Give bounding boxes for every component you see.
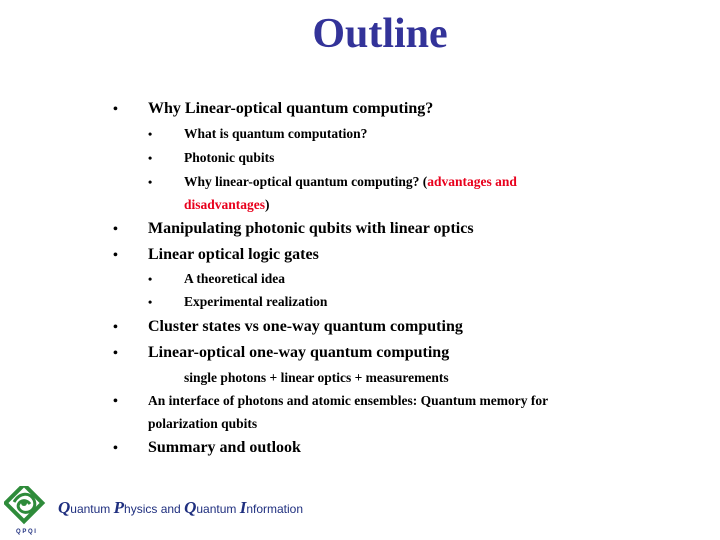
list-item: Cluster states vs one-way quantum computing [148, 318, 463, 335]
footer [0, 486, 720, 540]
list-item: Linear optical logic gates [148, 246, 319, 263]
highlight-text: advantages and [427, 174, 517, 189]
bullet-icon: • [113, 222, 118, 237]
bullet-icon: • [148, 272, 153, 286]
list-item: Summary and outlook [148, 439, 301, 456]
bullet-icon: • [113, 394, 118, 409]
bullet-icon: • [148, 295, 153, 309]
list-item-continuation: polarization qubits [148, 416, 258, 431]
sub-list-item-continuation [184, 197, 270, 213]
list-item: Linear-optical one-way quantum computing [148, 344, 450, 361]
bullet-icon: • [148, 127, 153, 141]
page-title: Outline [312, 11, 448, 57]
bullet-icon: • [113, 248, 118, 263]
sub-list-item-text: Why linear-optical quantum computing? ( [184, 174, 428, 189]
sub-list-item: Experimental realization [184, 294, 328, 309]
footer-word: nformation [246, 502, 304, 516]
sub-list-item: A theoretical idea [184, 271, 285, 286]
sub-list-item: Photonic qubits [184, 150, 275, 165]
list-item: Why Linear-optical quantum computing? [148, 100, 434, 117]
sub-list-item [184, 174, 517, 190]
footer-title [58, 498, 303, 518]
list-item: An interface of photons and atomic ensembles: Quantum memory for [148, 393, 549, 408]
footer-initial: Q [184, 498, 197, 517]
highlight-text: disadvantages [184, 197, 266, 212]
bullet-icon: • [148, 175, 153, 189]
sub-list-item-text: ) [265, 197, 270, 212]
footer-word: hysics and [124, 502, 185, 516]
list-item: Manipulating photonic qubits with linear optics [148, 220, 474, 237]
bullet-icon: • [113, 441, 118, 456]
bullet-icon: • [113, 320, 118, 335]
bullet-icon: • [148, 151, 153, 165]
footer-word: uantum [70, 502, 114, 516]
qpqi-logo-icon [4, 486, 48, 536]
footer-initial: P [113, 498, 125, 517]
footer-initial: I [239, 498, 247, 517]
bullet-icon: • [113, 102, 118, 117]
footer-word: uantum [196, 502, 240, 516]
footer-initial: Q [58, 498, 71, 517]
bullet-icon: • [113, 346, 118, 361]
list-item-detail: single photons + linear optics + measurements [184, 370, 449, 385]
sub-list-item: What is quantum computation? [184, 126, 368, 141]
logo-caption: Q P Q I [16, 529, 36, 535]
